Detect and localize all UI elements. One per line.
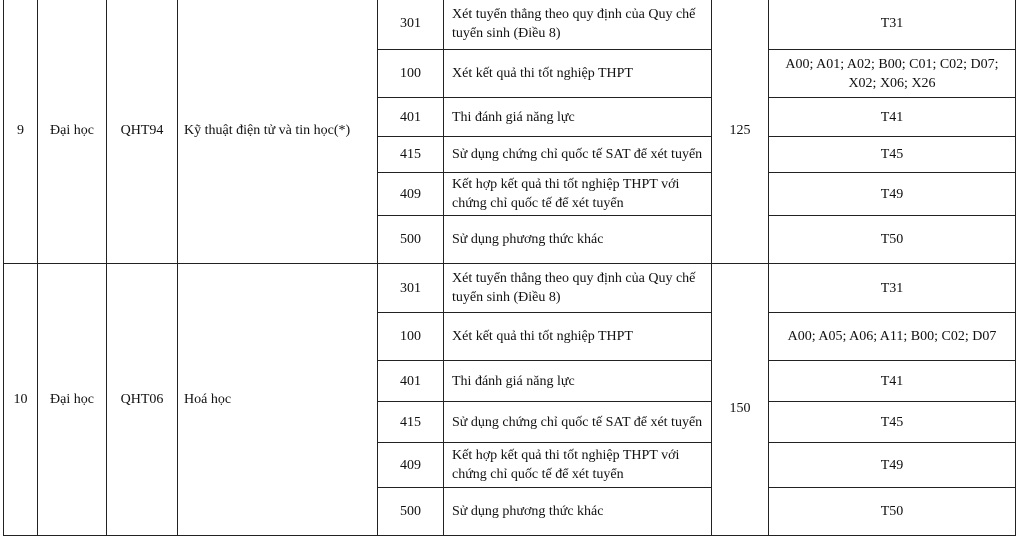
level-cell: Đại học bbox=[38, 264, 107, 536]
program-code-cell: QHT06 bbox=[107, 264, 178, 536]
program-name-cell: Hoá học bbox=[178, 264, 378, 536]
method-desc-cell: Sử dụng phương thức khác bbox=[444, 216, 712, 264]
method-desc-cell: Sử dụng chứng chỉ quốc tế SAT để xét tuyển bbox=[444, 402, 712, 443]
method-code-cell: 415 bbox=[378, 137, 444, 173]
table-row bbox=[4, 0, 1016, 50]
method-code-cell: 401 bbox=[378, 98, 444, 137]
combo-cell: T49 bbox=[769, 443, 1016, 488]
admission-table bbox=[3, 0, 1016, 536]
method-code-cell: 409 bbox=[378, 443, 444, 488]
method-desc-cell: Kết hợp kết quả thi tốt nghiệp THPT với chứng chỉ quốc tế để xét tuyển bbox=[444, 443, 712, 488]
method-desc-cell: Kết hợp kết quả thi tốt nghiệp THPT với chứng chỉ quốc tế để xét tuyển bbox=[444, 173, 712, 216]
combo-cell: A00; A01; A02; B00; C01; C02; D07; X02; X06; X26 bbox=[769, 50, 1016, 98]
program-code-cell: QHT94 bbox=[107, 0, 178, 264]
admission-table-wrapper bbox=[3, 0, 1016, 536]
combo-cell: T31 bbox=[769, 264, 1016, 313]
combo-cell: T49 bbox=[769, 173, 1016, 216]
combo-cell: T41 bbox=[769, 98, 1016, 137]
method-desc-cell: Xét kết quả thi tốt nghiệp THPT bbox=[444, 50, 712, 98]
method-code-cell: 100 bbox=[378, 50, 444, 98]
method-desc-cell: Thi đánh giá năng lực bbox=[444, 361, 712, 402]
method-desc-cell: Sử dụng phương thức khác bbox=[444, 488, 712, 536]
method-code-cell: 301 bbox=[378, 264, 444, 313]
program-name-cell: Kỹ thuật điện tử và tin học(*) bbox=[178, 0, 378, 264]
method-code-cell: 415 bbox=[378, 402, 444, 443]
method-code-cell: 301 bbox=[378, 0, 444, 50]
combo-cell: T50 bbox=[769, 488, 1016, 536]
combo-cell: T45 bbox=[769, 402, 1016, 443]
quota-cell: 150 bbox=[712, 264, 769, 536]
method-desc-cell: Sử dụng chứng chỉ quốc tế SAT để xét tuyển bbox=[444, 137, 712, 173]
method-code-cell: 401 bbox=[378, 361, 444, 402]
stt-cell: 10 bbox=[4, 264, 38, 536]
combo-cell: T41 bbox=[769, 361, 1016, 402]
method-code-cell: 100 bbox=[378, 313, 444, 361]
method-code-cell: 409 bbox=[378, 173, 444, 216]
stt-cell: 9 bbox=[4, 0, 38, 264]
method-desc-cell: Xét kết quả thi tốt nghiệp THPT bbox=[444, 313, 712, 361]
method-desc-cell: Xét tuyển thẳng theo quy định của Quy chế tuyển sinh (Điều 8) bbox=[444, 264, 712, 313]
combo-cell: A00; A05; A06; A11; B00; C02; D07 bbox=[769, 313, 1016, 361]
table-row bbox=[4, 264, 1016, 313]
level-cell: Đại học bbox=[38, 0, 107, 264]
method-desc-cell: Thi đánh giá năng lực bbox=[444, 98, 712, 137]
combo-cell: T50 bbox=[769, 216, 1016, 264]
method-desc-cell: Xét tuyển thẳng theo quy định của Quy chế tuyển sinh (Điều 8) bbox=[444, 0, 712, 50]
combo-cell: T45 bbox=[769, 137, 1016, 173]
quota-cell: 125 bbox=[712, 0, 769, 264]
combo-cell: T31 bbox=[769, 0, 1016, 50]
method-code-cell: 500 bbox=[378, 216, 444, 264]
method-code-cell: 500 bbox=[378, 488, 444, 536]
